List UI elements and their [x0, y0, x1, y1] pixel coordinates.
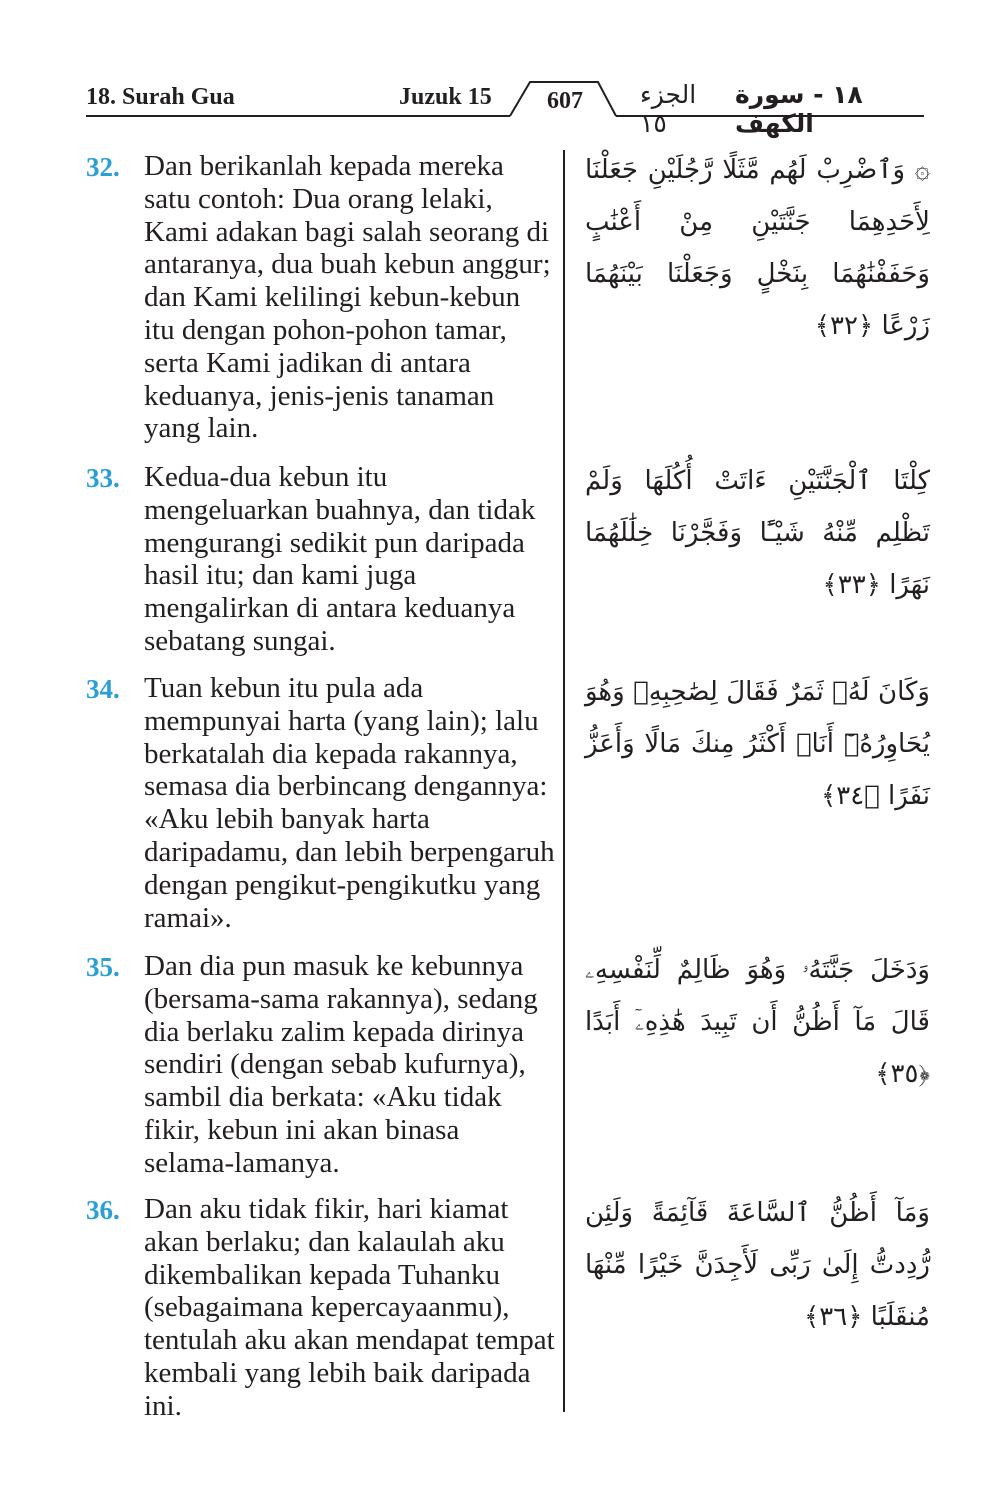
verse-number: 35. [86, 952, 120, 982]
verse-number: 36. [86, 1195, 120, 1225]
verse-arabic: ۞ وَٱضْرِبْ لَهُم مَّثَلًا رَّجُلَيْنِ جَعَلْنَا لِأَحَدِهِمَا جَنَّتَيْنِ مِنْ أَعْنَٰبٍ وَحَفَفْنَٰهُمَا بِنَخْلٍ وَجَعَلْنَا بَيْنَهُمَا زَرْعًا ﴿٣٢﴾ [585, 155, 930, 341]
column-divider [563, 150, 565, 1412]
verse-number: 32. [86, 152, 120, 182]
verse-arabic: وَدَخَلَ جَنَّتَهُۥ وَهُوَ ظَالِمٌ لِّنَفْسِهِۦ قَالَ مَآ أَظُنُّ أَن تَبِيدَ هَٰذِهِۦٓ أَبَدًا ﴿٣٥﴾ [585, 955, 930, 1089]
page-number: 607 [547, 88, 583, 114]
juzuk-label: Juzuk 15 [399, 84, 492, 110]
verse-number: 34. [86, 674, 120, 704]
verse-translation: Dan berikanlah kepada mereka satu contoh: Dua orang lelaki, Kami adakan bagi salah seorang di antaranya, dua buah kebun anggur; dan Kami kelilingi kebun-kebun itu dengan pohon-pohon tamar, serta Kami jadikan di antara keduanya, jenis-jenis tanaman yang lain. [144, 150, 551, 445]
verse-translation: Dan aku tidak fikir, hari kiamat akan berlaku; dan kalaulah aku dikembalikan kepada Tuhanku (sebagaimana kepercayaanmu), tentulah aku akan mendapat tempat kembali yang lebih baik daripada ini. [144, 1193, 555, 1422]
verse-arabic: كِلْتَا ٱلْجَنَّتَيْنِ ءَاتَتْ أُكُلَهَا وَلَمْ تَظْلِم مِّنْهُ شَيْـًٔا وَفَجَّرْنَا خِلَٰلَهُمَا نَهَرًا ﴿٣٣﴾ [585, 466, 930, 600]
verse-translation: Tuan kebun itu pula ada mempunyai harta (yang lain); lalu berkatalah dia kepada rakannya, semasa dia berbincang dengannya: «Aku lebih banyak harta daripadamu, dan lebih berpengaruh dengan pengikut-pengikutku yang ramai». [144, 672, 555, 934]
arabic-juz-label: الجزء ١٥ [640, 80, 697, 138]
verse-translation: Dan dia pun masuk ke kebunnya (bersama-sama rakannya), sedang dia berlaku zalim kepada dirinya sendiri (dengan sebab kufurnya), sambil dia berkata: «Aku tidak fikir, kebun ini akan binasa selama-lamanya. [144, 950, 538, 1179]
page-header [0, 0, 1000, 138]
verse-translation: Kedua-dua kebun itu mengeluarkan buahnya, dan tidak mengurangi sedikit pun daripada hasil itu; dan kami juga mengalirkan di antara keduanya sebatang sungai. [144, 461, 536, 657]
verse-arabic: وَكَانَ لَهُۥ ثَمَرٌ فَقَالَ لِصَٰحِبِهِۦ وَهُوَ يُحَاوِرُهُۥٓ أَنَا۠ أَكْثَرُ مِنكَ مَالًا وَأَعَزُّ نَفَرًا ﴿٣٤﴾ [585, 677, 930, 811]
arabic-surah-title: ١٨ - سورة الكهف [735, 80, 863, 138]
surah-title: 18. Surah Gua [86, 84, 235, 110]
verse-arabic: وَمَآ أَظُنُّ ٱلسَّاعَةَ قَآئِمَةً وَلَئِن رُّدِدتُّ إِلَىٰ رَبِّى لَأَجِدَنَّ خَيْرًا مِّنْهَا مُنقَلَبًا ﴿٣٦﴾ [585, 1198, 930, 1332]
verse-number: 33. [86, 463, 120, 493]
